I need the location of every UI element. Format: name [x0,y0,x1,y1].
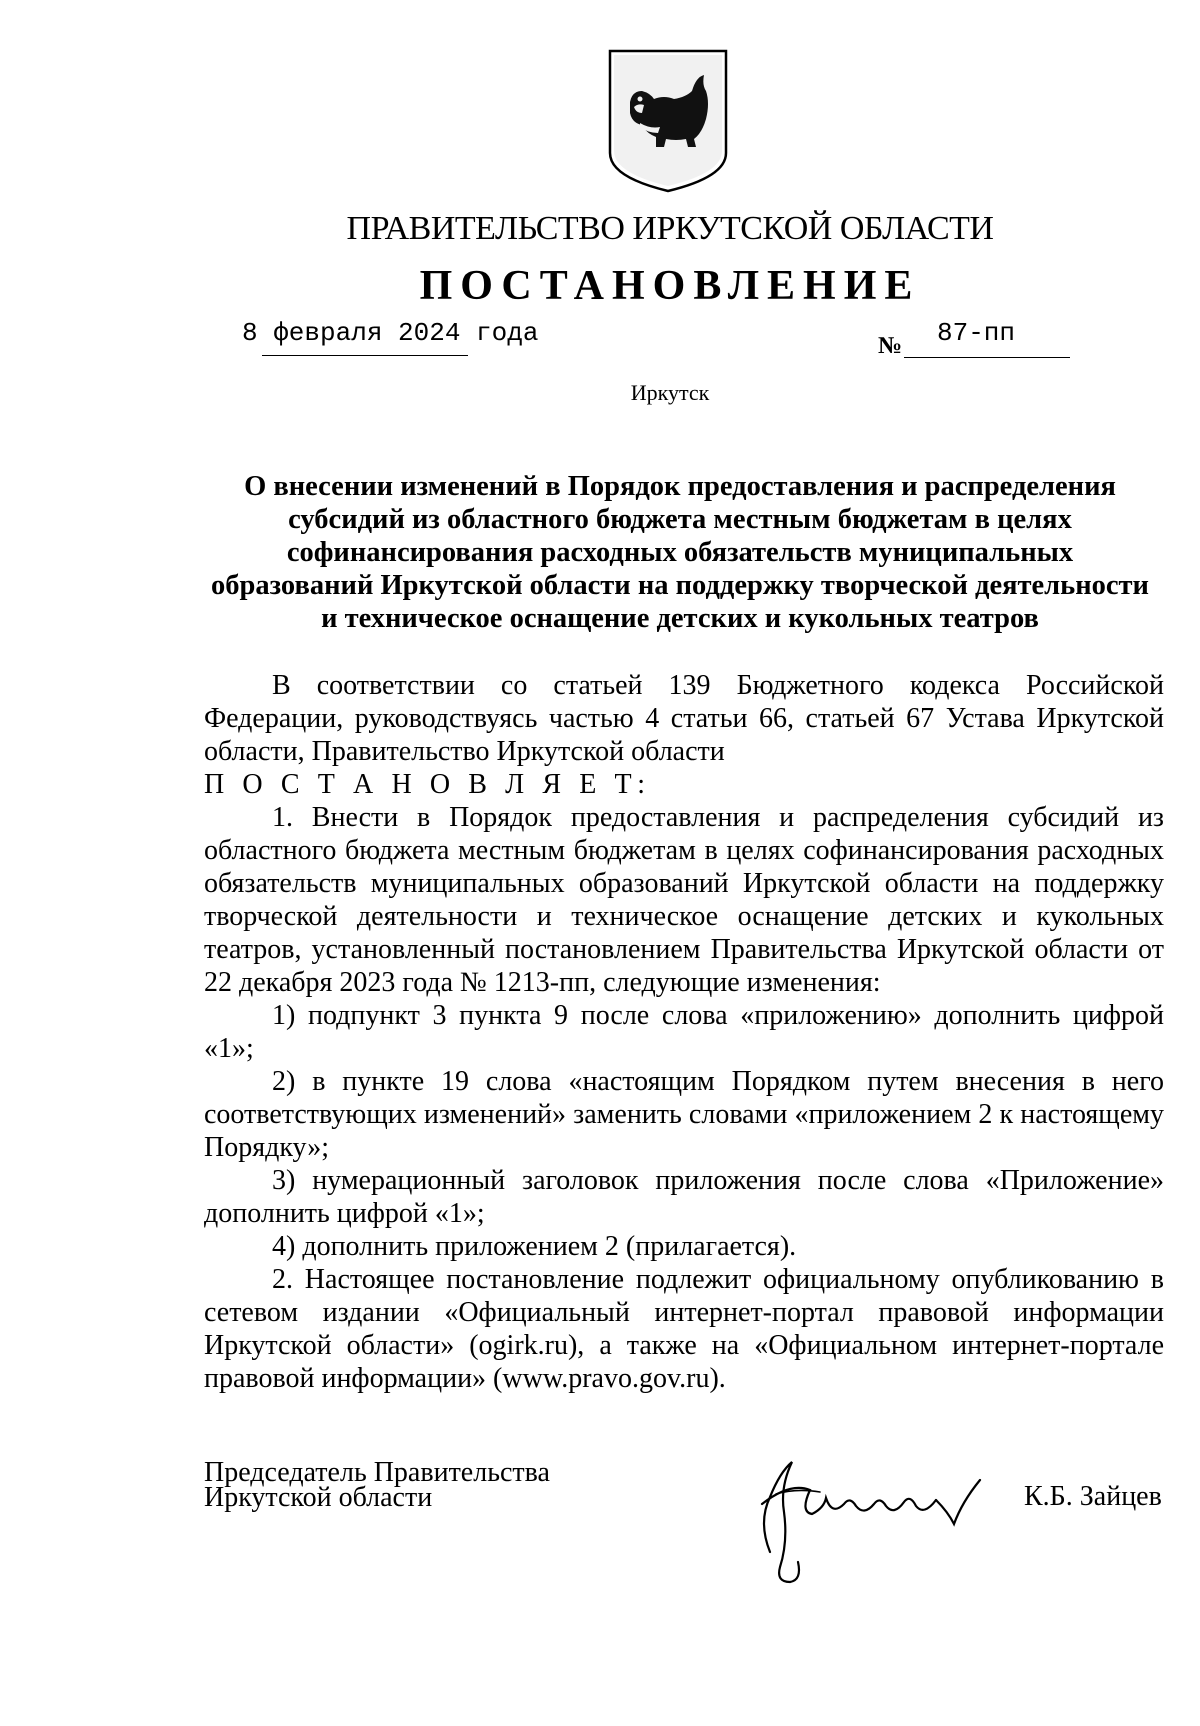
document-number: 87-пп [937,318,1016,348]
position-line: Иркутской области [204,1482,433,1513]
title-line: субсидий из областного бюджета местным бюджетам в целях [288,504,1072,535]
document-type: ПОСТАНОВЛЕНИЕ [419,263,921,309]
subitem-3-paragraph: 3) нумерационный заголовок приложения после слова «Приложение» дополнить цифрой «1»; [204,1165,1164,1229]
number-underline [904,357,1070,358]
title-line: софинансирования расходных обязательств муниципальных [286,537,1074,568]
document-body [204,669,1164,1395]
document-city: Иркутск [630,380,710,405]
subitem-2-paragraph: 2) в пункте 19 слова «настоящим Порядком путем внесения в него соответствующих изменений» заменить словами «приложением 2 к настоящему Порядку»; [204,1066,1164,1163]
title-line: О внесении изменений в Порядок предоставления и распределения [244,471,1116,502]
signatory-position [204,1457,550,1513]
subitem-1-paragraph: 1) подпункт 3 пункта 9 после слова «приложению» дополнить цифрой «1»; [204,1000,1164,1064]
coat-of-arms-icon [606,47,730,195]
title-line: и техническое оснащение детских и кукольных театров [321,603,1039,634]
subitem-4-paragraph: 4) дополнить приложением 2 (прилагается). [272,1231,797,1262]
title-line: образований Иркутской области на поддержку творческой деятельности [211,570,1149,601]
document-date: 8 февраля 2024 года [242,318,539,348]
signatory-name: К.Б. Зайцев [1024,1481,1162,1512]
number-sign: № [878,333,903,359]
government-name: ПРАВИТЕЛЬСТВО ИРКУТСКОЙ ОБЛАСТИ [346,210,994,247]
item-2-paragraph: 2. Настоящее постановление подлежит официальному опубликованию в сетевом издании «Официальный интернет-портал правовой информации Иркутской области» (ogirk.ru), а также на «Официальном интернет-портале правовой информации» (www.pravo.gov.ru). [204,1264,1164,1394]
date-underline [262,355,468,356]
position-line: Председатель Правительства [204,1457,550,1488]
preamble-paragraph: В соответствии со статьей 139 Бюджетного кодекса Российской Федерации, руководствуясь частью 4 статьи 66, статьей 67 Устава Иркутской области, Правительство Иркутской области [204,670,1164,767]
document-title [200,470,1160,635]
resolves-word: П О С Т А Н О В Л Я Е Т: [204,769,651,800]
handwritten-signature-icon [740,1442,1010,1592]
item-1-paragraph: 1. Внести в Порядок предоставления и распределения субсидий из областного бюджета местным бюджетам в целях софинансирования расходных обязательств муниципальных образований Иркутской области на поддержку творческой деятельности и техническое оснащение детских и кукольных театров, установленный постановлением Правительства Иркутской области от 22 декабря 2023 года № 1213-пп, следующие изменения: [204,802,1164,998]
